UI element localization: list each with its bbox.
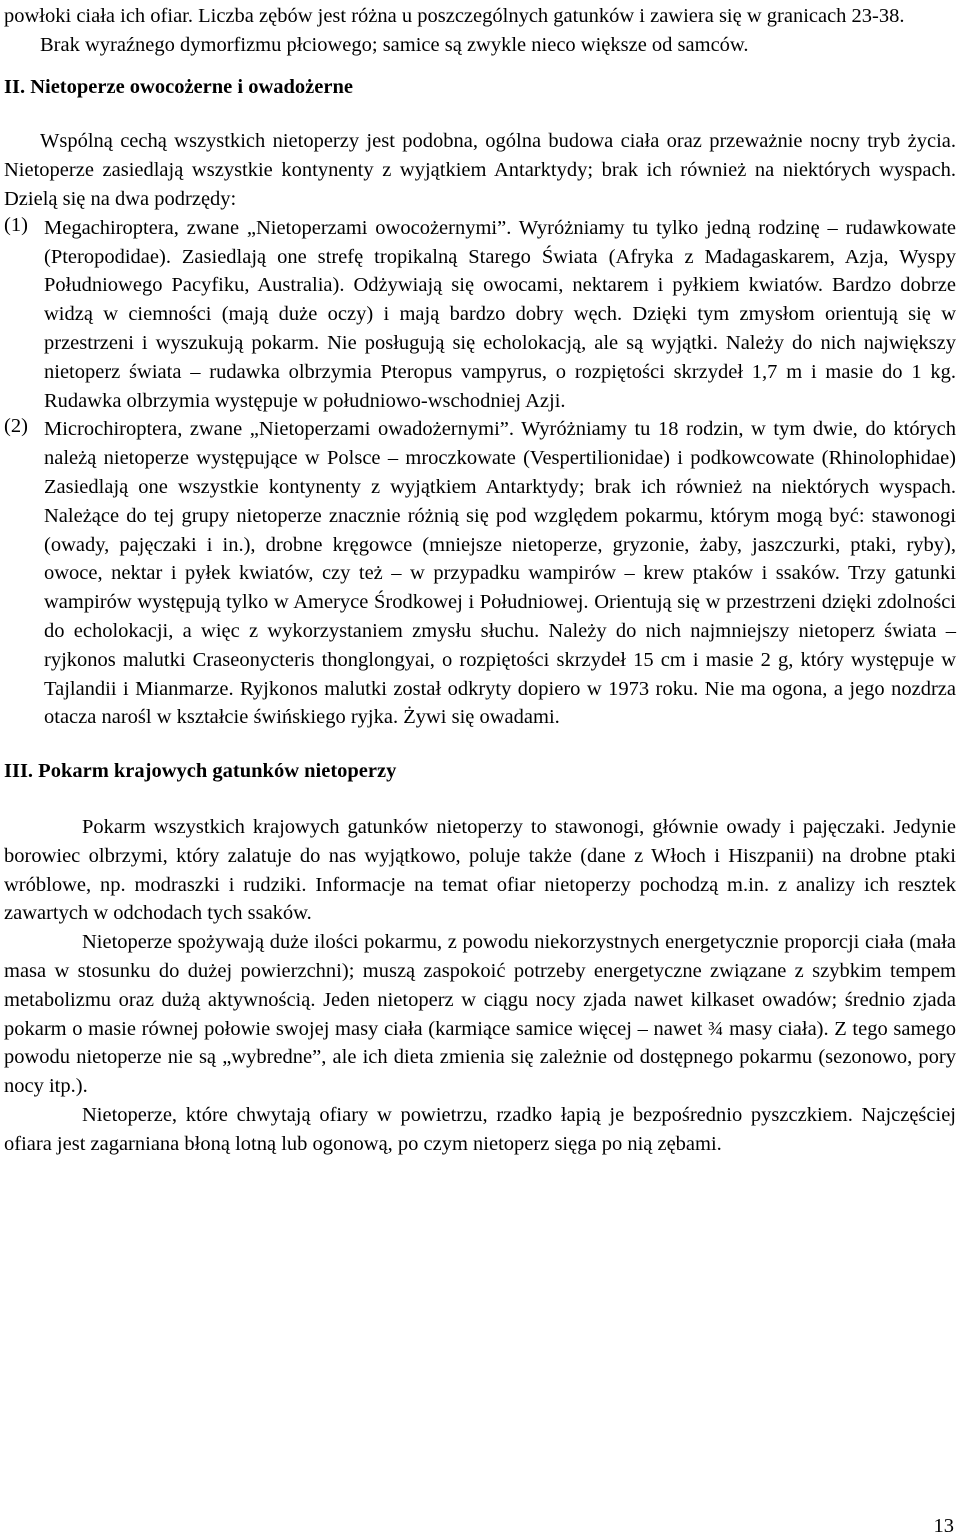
list-text: Microchiroptera, zwane „Nietoperzami owadożernymi”. Wyróżniamy tu 18 rodzin, w tym dwie, do których należą nietoperze występujące w Polsce – mroczkowate (Vespertilionidae) i podkowcowate (Rhinolophidae) Zasiedlają one wszystkie kontynenty z wyjątkiem Antarktydy; brak ich również na niektórych wyspach. Należące do tej grupy nietoperze znacznie różnią się pod względem pokarmu, którym mogą być: stawonogi (owady, pajęczaki i in.), drobne kręgowce (mniejsze nietoperze, gryzonie, żaby, jaszczurki, ptaki, ryby), owoce, nektar i pyłek kwiatów, czy też – w przypadku wampirów – krew ptaków i ssaków. Trzy gatunki wampirów występują tylko w Ameryce Środkowej i Południowej. Orientują się w przestrzeni dzięki zdolności do echolokacji, a więc z wykorzystaniem zmysłu słuchu. Należy do nich najmniejszy nietoperz świata – ryjkonos malutki Craseonycteris thonglongyai, o rozpiętości skrzydeł 15 cm i masie 2 g, który występuje w Tajlandii i Mianmarze. Ryjkonos malutki został odkryty dopiero w 1973 roku. Nie ma ogona, a jego nozdrza otacza narośl w kształcie świńskiego ryjka. Żywi się owadami. (44, 418, 956, 729)
paragraph-intro: powłoki ciała ich ofiar. Liczba zębów jest różna u poszczególnych gatunków i zawiera się w granicach 23-38. (4, 5, 905, 27)
paragraph-dimorphism: Brak wyraźnego dymorfizmu płciowego; samice są zwykle nieco większe od samców. (40, 33, 749, 56)
paragraph-energy: Nietoperze spożywają duże ilości pokarmu, z powodu niekorzystnych energetycznie proporcji ciała (mała masa w stosunku do dużej powierzchni); muszą zaspokoić potrzeby energetyczne związane z szybkim tempem metabolizmu oraz dużą aktywnością. Jeden nietoperz w ciągu nocy zjada nawet kilkaset owadów; średnio zjada pokarm o masie równej połowie swojej masy ciała (karmiące samice więcej – nawet ¾ masy ciała). Z tego samego powodu nietoperze nie są „wybredne”, ale ich dieta zmienia się zależnie od dostępnego pokarmu (sezonowo, pory nocy itp.). (4, 931, 956, 1098)
paragraph-food: Pokarm wszystkich krajowych gatunków nietoperzy to stawonogi, głównie owady i pajęczaki. Jedynie borowiec olbrzymi, który zalatuje do nas wyjątkowo, poluje także (dane z Włoch i Hiszpanii) na drobne ptaki wróblowe, np. modraszki i rudziki. Informacje na temat ofiar nietoperzy pochodzą m.in. z analizy ich resztek zawartych w odchodach tych ssaków. (4, 815, 956, 925)
list-item-microchiroptera (4, 415, 956, 732)
document-page (4, 0, 956, 1158)
section-heading-3: III. Pokarm krajowych gatunków nietoperzy (4, 760, 397, 783)
list-text: Megachiroptera, zwane „Nietoperzami owocożernymi”. Wyróżniamy tu tylko jedną rodzinę – rudawkowate (Pteropodidae). Zasiedlają one strefę tropikalną Starego Świata (Afryka z Madagaskarem, Azja, Wyspy Południowego Pacyfiku, Australia). Odżywiają się owocami, nektarem i pyłkiem kwiatów. Bardzo dobrze widzą w ciemności (mają duże oczy) i mają bardzo dobry węch. Dzięki tym zmysłom orientują się w przestrzeni i wyszukują pokarm. Nie posługują się echolokacją, ale są wyjątki. Należy do nich największy nietoperz świata – rudawka olbrzymia Pteropus vampyrus, o rozpiętości skrzydeł 1,7 m i masie do 1 kg. Rudawka olbrzymia występuje w południowo-wschodniej Azji. (44, 216, 956, 412)
list-number: (1) (4, 213, 28, 236)
paragraph-hunting: Nietoperze, które chwytają ofiary w powietrzu, rzadko łapią je bezpośrednio pyszczkiem. Najczęściej ofiara jest zagarniana błoną lotną lub ogonową, po czym nietoperz sięga po nią zębami. (4, 1103, 956, 1155)
section-heading-2: II. Nietoperze owocożerne i owadożerne (4, 75, 353, 98)
list-item-megachiroptera (4, 214, 956, 416)
page-number: 13 (933, 1515, 954, 1537)
list-number: (2) (4, 415, 28, 438)
paragraph-common-features: Wspólną cechą wszystkich nietoperzy jest podobna, ogólna budowa ciała oraz przeważnie nocny tryb życia. Nietoperze zasiedlają wszystkie kontynenty z wyjątkiem Antarktydy; brak ich również na niektórych wyspach. Dzielą się na dwa podrzędy: (4, 130, 956, 210)
